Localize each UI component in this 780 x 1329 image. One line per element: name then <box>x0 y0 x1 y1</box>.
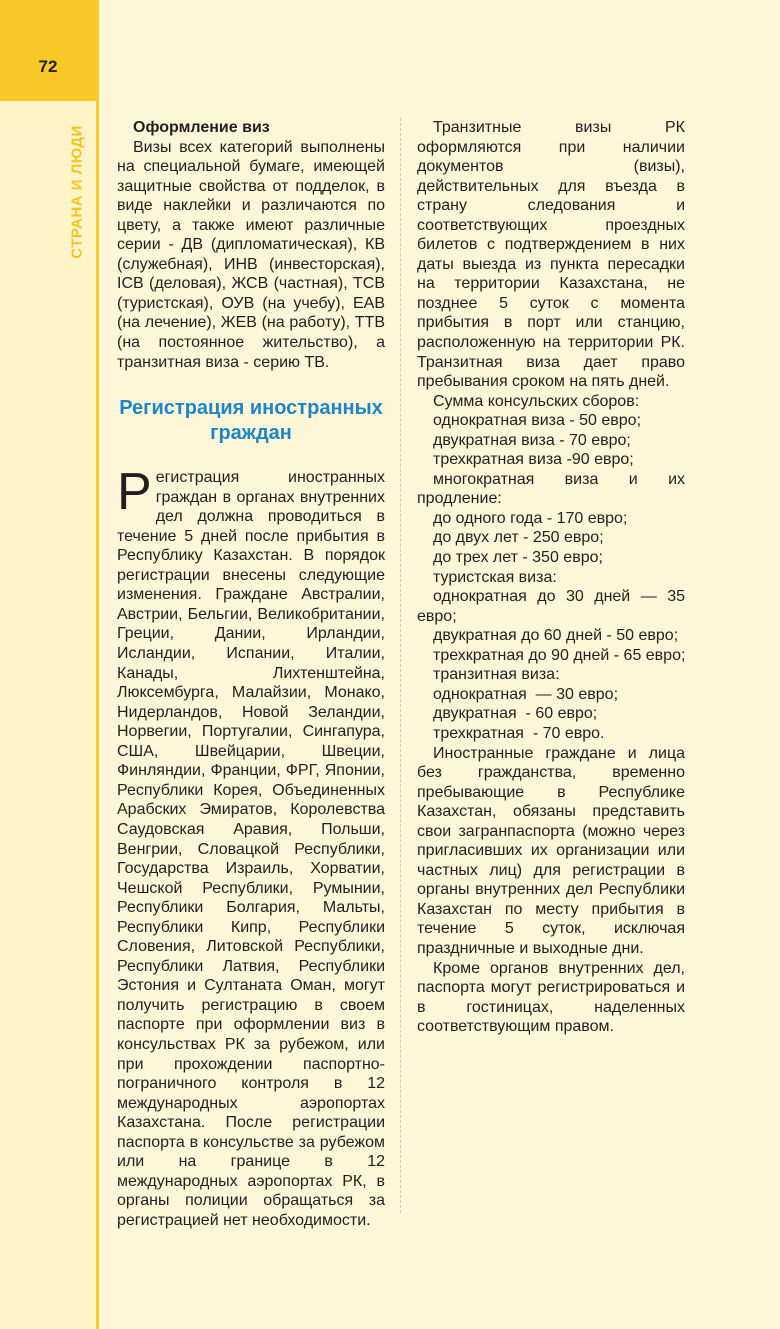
drop-cap: Р <box>117 463 152 522</box>
transit-paragraph: Транзитные визы РК оформляются при наличии документов (визы), действительных для въезда в страну следования и соответствующих проездных билетов с подтверждением в них даты выезда из пункта пересадки на территории Казахстана, не позднее 5 суток с момента прибытия в порт или станцию, расположенную на территории РК. Транзитная виза дает право пребывания сроком на пять дней. <box>417 119 685 391</box>
registration-text: егистрация иностранных граждан в органах внутренних дел должна проводиться в течение 5 дней после прибытия в Республику Казахстан. В порядок регистрации внесены следующие изменения. Граждане Австралии, Австрии, Бельгии, Великобритании, Греции, Дании, Ирландии, Исландии, Испании, Италии, Канады, Лихтенштейна, Люксембурга, Малайзии, Монако, Нидерландов, Новой Зеландии, Норвегии, Португалии, Сингапура, США, Швейцарии, Швеции, Финляндии, Франции, ФРГ, Японии, Республики Корея, Объединенных Арабских Эмиратов, Королевства Саудовская Аравия, Польши, Венгрии, Словацкой Республики, Государства Израиль, Хорватии, Чешской Республики, Румынии, Республики Болгария, Мальты, Республики Кипр, Республики Словения, Литовской Республики, Республики Латвия, Республики Эстония и Султаната Оман, могут получить регистрацию в своем паспорте при оформлении виз в консульствах РК за рубежом, или при прохождении паспортно-пограничного контроля в 12 международных аэропортах Казахстана. После регистрации паспорта в консульстве за рубежом или на границе в 12 международных аэропортах РК, в органы полиции обращаться за регистрацией нет необходимости. <box>117 469 385 1229</box>
page-margin-band <box>0 0 99 1329</box>
visa-subheading: Оформление виз <box>133 119 270 136</box>
page-number: 72 <box>38 57 58 76</box>
hotels-paragraph: Кроме органов внутренних дел, паспорта могут регистрироваться и в гостиницах, наделенных соответствующим правом. <box>417 959 685 1036</box>
fee-single: однократная виза - 50 евро; <box>433 412 642 430</box>
page-number-tab <box>0 0 96 101</box>
tourist-single: однократная до 30 дней — 35 евро; <box>417 588 685 625</box>
left-column <box>117 118 385 1230</box>
transit-title: транзитная виза: <box>433 666 560 684</box>
transit-double: двукратная - 60 евро; <box>433 705 598 723</box>
column-divider <box>400 118 401 1213</box>
section-label: СТРАНА И ЛЮДИ <box>68 125 86 259</box>
tourist-title: туристская виза: <box>433 568 557 586</box>
fee-multi: многократная виза и их продление: <box>417 470 685 508</box>
right-column <box>417 118 685 1037</box>
tourist-triple: трехкратная до 90 дней - 65 евро; <box>433 646 686 664</box>
fee-two-years: до двух лет - 250 евро; <box>433 529 604 547</box>
transit-single: однократная — 30 евро; <box>433 685 619 703</box>
fee-double: двукратная виза - 70 евро; <box>433 431 631 449</box>
tourist-double: двукратная до 60 дней - 50 евро; <box>433 627 679 645</box>
foreigners-paragraph: Иностранные граждане и лица без гражданства, временно пребывающие в Республике Казахстан, обязаны представить свои загранпаспорта (можно через пригласивших их организации или частных лиц) для регистрации в органы внутренних дел Республики Казахстан по месту прибытия в течение 5 суток, исключая праздничные и выходные дни. <box>417 744 685 957</box>
fee-three-years: до трех лет - 350 евро; <box>433 549 603 567</box>
transit-triple: трехкратная - 70 евро. <box>433 724 605 742</box>
fee-one-year: до одного года - 170 евро; <box>433 509 628 527</box>
registration-paragraph <box>117 463 385 1230</box>
visa-paragraph: Визы всех категорий выполнены на специальной бумаге, имеющей защитные свойства от подделок, в виде наклейки и различаются по цвету, а также имеют различные серии - ДВ (дипломатическая), КВ (служебная), ИНВ (инвесторская), ІСВ (деловая), ЖСВ (частная), ТСВ (туристская), ОУВ (на учебу), ЕАВ (на лечение), ЖЕВ (на работу), ТТВ (на постоянное жительство), а транзитная виза - серию ТВ. <box>117 138 385 371</box>
registration-heading <box>117 396 385 446</box>
heading-line-2: граждан <box>210 422 292 445</box>
heading-line-1: Регистрация иностранных <box>119 397 383 420</box>
fees-title: Сумма консульских сборов: <box>433 392 640 410</box>
fee-triple: трехкратная виза -90 евро; <box>433 451 634 469</box>
